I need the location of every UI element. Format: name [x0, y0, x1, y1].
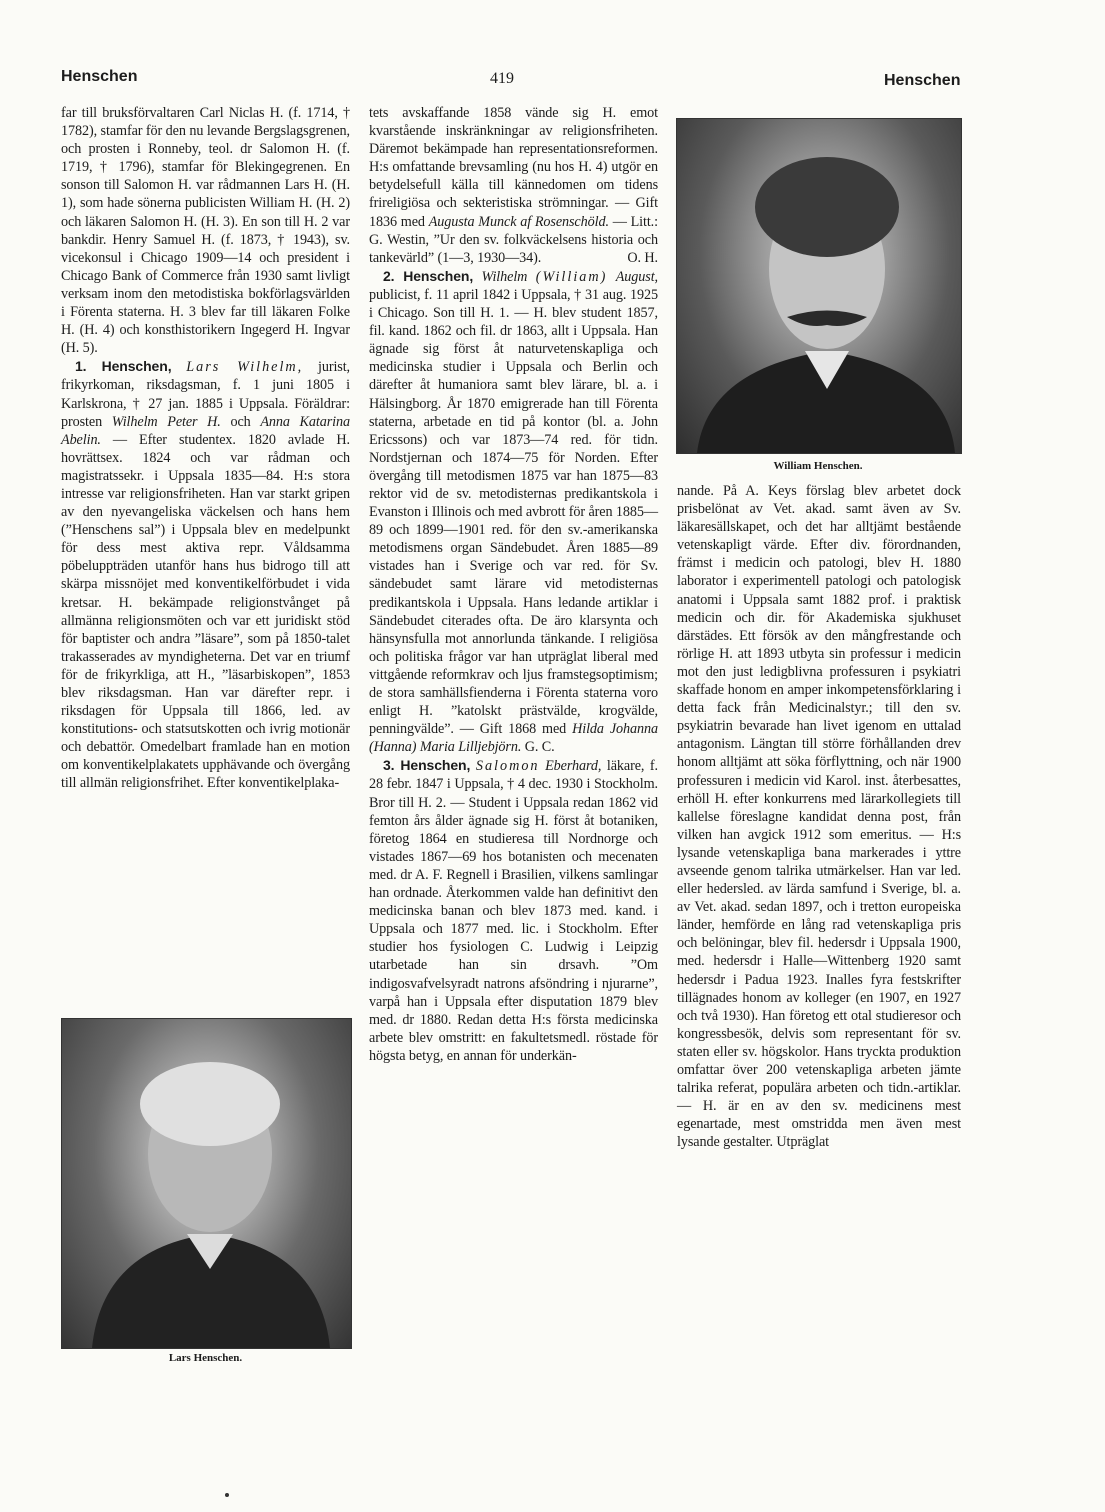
- entry-name: (William): [535, 268, 608, 285]
- wife-name: Hilda Johanna (Hanna) Maria Lilljebjörn.: [369, 721, 658, 756]
- entry-salomon: [369, 756, 658, 1065]
- salomon-continuation: nande. På A. Keys förslag blev arbetet dock prisbelönat av Vet. akad. samt även av Sv. läkaresällskapet, och det har alltjämt bestående vetenskapligt värde. Efter div. förordnanden, främst i medicin och patologi, blev H. 1880 laborator i experimentell patologi och patologisk anatomi i Uppsala samt 1882 prof. i praktisk medicin och dir. för Akademiska sjukhuset därstädes. Ett försök av den mångfrestande och rörlige H. att 1893 utbyta sin professur i medicin mot den just ledigblivna professuren i psykiatri skaffade honom en amper inkompetensförklaring i detta fack från Medicinalstyr.; till den sv. psykiatrin bevarade han livet igenom en uttalad antagonism. Längtan till större förhållanden drev honom alltjämt att söka förflyttning, och när 1900 professuren i medicin vid Karol. inst. återbesattes, erhöll H. efter konkurrens med lärarkollegiets till kallelse föreslagne kandidat denna post, från vilken han avgick 1912 som emeritus. — H:s lysande vetenskapliga bana markerades i yttre avseende genom talrika utmärkelser. Han var led. eller hedersled. av lärda samfund i Sverige, bl. a. av Vet. akad. sedan 1897, och i tretton europeiska länder, hemförde en lång rad vetenskapliga pris och belöningar, blev fil. hedersdr i Uppsala 1900, med. hedersdr i Halle—Wittenberg 1920 samt hedersdr i Padua 1923. Inalles fyra festskrifter tillägnades honom av kolleger (en 1907, en 1927 och två 1930). Han företog ett otal studieresor och kongressbesök, delvis som representant för sv. staten eller sv. högskolor. Hans tryckta produktion omfattar över 200 vetenskapliga arbeten jämte talrika referat, populära arbeten och tidn.-artiklar. — H. är en av den sv. medicinens mest egenartade, mest omstridda men även mest lysande gestalter. Utpräglat: [677, 483, 961, 1151]
- print-speck: [225, 1493, 229, 1497]
- parent-name: Wilhelm Peter H.: [111, 413, 221, 430]
- parent-name: Anna Katarina Abelin.: [61, 413, 351, 448]
- entry-name: Eberhard,: [545, 758, 602, 775]
- caption-william: William Henschen.: [773, 460, 863, 472]
- running-header: [0, 66, 1105, 96]
- entry-text: tets avskaffande 1858 vände sig H. emot kvarstående inskränkningar av religionsfriheten. Däremot bekämpade han representationsreformen. H:s omfattande brevsamling (nu hos H. 4) utgör en betydelsefull källa till kännedomen om tidens frireligiösa och sekteristiska strömningar. — Gift 1836 med: [369, 105, 658, 230]
- entry-number: 1. Henschen,: [75, 358, 172, 375]
- entry-text: och: [220, 413, 261, 430]
- header-right-title: Henschen: [884, 72, 961, 89]
- portrait-william-henschen: [676, 118, 962, 454]
- entry-number: 3. Henschen,: [383, 757, 471, 774]
- caption-lars: Lars Henschen.: [168, 1352, 243, 1364]
- entry-name: Wilhelm: [481, 268, 528, 285]
- author-signature: G. C.: [524, 739, 555, 756]
- author-signature: O. H.: [627, 249, 658, 266]
- entry-text: — Efter studentex. 1820 avlade H. hovrättsex. 1824 och var rådman och magistratssekr. i Uppsala 1835—84. H:s stora intresse var religionsfriheten. Han var starkt gripen av den nyevangeliska väckelsen och hans hem (”Henschens sal”) i Uppsala blev en medelpunkt för dess mest aktiva repr. Våldsamma pöbeluppträden utanför hans hus bidrogo till att skärpa missnöjet med konventikelförbudet i vida kretsar. H. bekämpade religionstvånget på allmänna religionsmöten och var ett juridiskt stöd för baptister och andra ”läsare”, som på 1850-talet trakasserades av myndigheterna. Det var en triumf för de frikyrkliga, att H., ”läsarbiskopen”, 1853 blev riksdagsman. Han var därefter repr. i riksdagen för Uppsala till 1866, led. av konstitutions- och statsutskotten och ivrig motionär och debattör. Omedelbart framlade han en motion om konventikelplakatets upphävande och övergång till allmän religionsfrihet. Efter konventikelplaka-: [61, 431, 350, 792]
- header-left-title: Henschen: [61, 68, 138, 85]
- entry-number: 2. Henschen,: [383, 267, 474, 284]
- intro-paragraph: far till bruksförvaltaren Carl Niclas H. (f. 1714, † 1782), stamfar för den nu levande Bergslagsgrenen, och prosten i Ronneby, teol. dr Salomon H. (f. 1719, † 1796), stamfar för Blekingegrenen. En sonson till Salomon H. var rådmannen Lars H. (H. 1), som hade sönerna publicisten William H. (H. 2) och läkaren Salomon H. (H. 3). En son till H. 2 var bankdir. Henry Samuel H. (f. 1873, † 1943), sv. vicekonsul i Chicago 1909—14 och president i Chicago Bank of Commerce från 1930 samt livligt verksam inom den metodistiska bokförlagsvärlden i Förenta staterna. H. 3 blev far till läkaren Folke H. (H. 4) och konsthistorikern Ingegerd H. Ingvar (H. 5).: [61, 105, 350, 357]
- entry-name: Lars Wilhelm,: [186, 359, 304, 376]
- entry-name: August,: [615, 268, 658, 285]
- column-2: [369, 104, 658, 1065]
- column-1: [61, 104, 350, 793]
- portrait-figure: [677, 119, 961, 453]
- entry-text: jurist, frikyrkoman, riksdagsman, f. 1 juni 1805 i Karlskrona, † 27 jan. 1885 i Uppsala. Föräldrar: prosten: [61, 359, 350, 430]
- entry-william: [369, 267, 658, 757]
- entry-lars: [61, 357, 350, 792]
- portrait-figure: [62, 1019, 351, 1348]
- entry-text: läkare, f. 28 febr. 1847 i Uppsala, † 4 dec. 1930 i Stockholm. Bror till H. 2. — Student i Uppsala redan 1862 vid femton års ålder ägnade sig H. först åt botaniken, företog 1864 en studieresa till Nordnorge och vistades 1867—69 hos botanisten och mecenaten med. dr A. F. Regnell i Brasilien, vilkens samlingar han ordnade. Återkommen valde han definitivt den medicinska banan och blev 1873 med. kand. i Uppsala och 1877 med. lic. i Stockholm. Efter studier hos fysiologen C. Ludwig i Leipzig utarbetade han sin drsavh. ”Om indigosvafvelsyradt natrons afsöndring i njurarne”, varpå han i Uppsala efter disputation 1879 blev med. dr 1880. Redan detta H:s första medicinska arbete blev omstritt: en fakultetsmedl. röstade för högsta betyg, en annan för underkän-: [369, 758, 658, 1064]
- entry-text: publicist, f. 11 april 1842 i Uppsala, † 31 aug. 1925 i Chicago. Son till H. 1. — H. blev student 1857, fil. kand. 1862 och fil. dr 1863, allt i Uppsala. Han ägnade sig först åt naturvetenskapliga och medicinska studier i Uppsala och Berlin och därefter åt humaniora samt blev lärare, bl. a. i Hälsingborg. År 1870 emigrerade han till Förenta staterna, arbetade en tid på kontor (bl. a. John Ericssons) och var 1873—74 red. för tidn. Nordstjernan och 1874—75 för Norden. Efter övergång till metodismen 1875 var han 1875—83 rektor vid de sv. metodisternas predikantskola i Evanston i Illinois och med avbrott för åren 1885—89 och 1899—1901 red. för den sv.-amerikanska metodismens organ Sändebudet. Åren 1885—89 vistades han i Sverige och var red. för Sv. sändebudet samt lärare vid metodisternas predikantskola i Uppsala. Hans ledande artiklar i Sändebudet citerades ofta. De äro klarsynta och hänsynsfulla mot annorlunda tänkande. I religiösa och politiska frågor var han utpräglat liberal med vittgående reformkrav och ljus framstegsoptimism; de stora samhällsfienderna i Förenta staterna voro enligt H. ”katolskt prästvälde, krogvälde, penningvälde”. — Gift 1868 med: [369, 286, 658, 738]
- page-number: 419: [490, 70, 514, 87]
- portrait-lars-henschen: [61, 1018, 352, 1349]
- wife-name: Augusta Munck af Rosenschöld.: [428, 213, 609, 230]
- column-3: [677, 482, 961, 1151]
- entry-text: — Litt.: G. Westin, ”Ur den sv. folkväckelsens historia och tankevärld” (1—3, 1930—34).: [369, 213, 658, 266]
- entry-name: Salomon: [475, 758, 540, 775]
- lars-continuation: [369, 104, 658, 267]
